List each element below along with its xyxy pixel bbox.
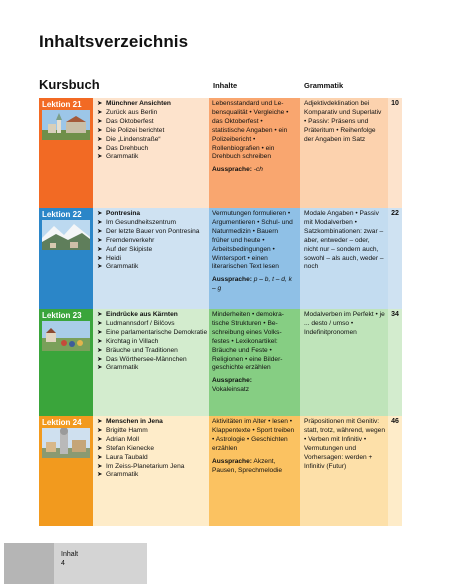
- topic-text: Adrian Moll: [106, 435, 139, 443]
- aussprache: [212, 276, 297, 294]
- lesson-photo-kaernten: [42, 321, 90, 351]
- arrow-icon: ➤: [97, 471, 103, 479]
- topic-text: Auf der Skipiste: [106, 245, 153, 253]
- lesson-topics: [93, 208, 209, 309]
- lesson-row[interactable]: [39, 208, 402, 309]
- topic-item[interactable]: [97, 329, 206, 338]
- topic-text: Grammatik: [106, 153, 139, 161]
- topic-text: Laura Taubald: [106, 453, 148, 461]
- lesson-image-cell: [39, 98, 93, 208]
- lesson-grammatik: [300, 98, 388, 208]
- topic-item[interactable]: [97, 320, 206, 329]
- topic-item[interactable]: [97, 127, 206, 136]
- topic-text: Grammatik: [106, 263, 139, 271]
- topic-item[interactable]: [97, 118, 206, 127]
- arrow-icon: ➤: [97, 236, 103, 244]
- topic-list: [97, 418, 206, 480]
- topic-item[interactable]: [97, 454, 206, 463]
- topic-item[interactable]: [97, 219, 206, 228]
- grammatik-text: Modalverben im Perfekt • je ... desto / umso • Indefinitpronomen: [304, 311, 385, 336]
- topic-item[interactable]: [97, 136, 206, 145]
- page-title: Inhaltsverzeichnis: [39, 32, 189, 51]
- lesson-page-number[interactable]: 22: [388, 208, 402, 309]
- topic-text: Das Oktoberfest: [106, 117, 154, 125]
- topic-list: [97, 311, 206, 373]
- lesson-image-cell: [39, 208, 93, 309]
- topic-text: Eindrücke aus Kärnten: [106, 311, 178, 318]
- arrow-icon: ➤: [97, 364, 103, 372]
- topic-text: Kirchtag in Villach: [106, 337, 159, 345]
- topic-item[interactable]: [97, 145, 206, 154]
- topic-lead[interactable]: [97, 100, 206, 109]
- topic-list: [97, 210, 206, 272]
- lesson-inhalte: [209, 208, 300, 309]
- topic-text: Der letzte Bauer von Pontresina: [106, 227, 200, 235]
- arrow-icon: ➤: [97, 144, 103, 152]
- inhalte-text: Lebensstandard und Lebensqualität • Vergleiche • das Oktoberfest • statistische Angaben • ein Polizeibericht • Rollenbiografien • ein Drehbuch schreiben: [212, 100, 289, 161]
- topic-text: Stefan Kienecke: [106, 444, 155, 452]
- aussprache: [212, 166, 297, 175]
- lesson-inhalte: [209, 309, 300, 416]
- lesson-label: Lektion 22: [42, 210, 82, 219]
- column-header-inhalte: Inhalte: [213, 81, 238, 90]
- topic-lead[interactable]: [97, 418, 206, 427]
- arrow-icon: ➤: [97, 153, 103, 161]
- footer-page-number: 4: [61, 560, 65, 567]
- inhalte-text: Vermutungen formulieren • Argumentieren • Schul- und Naturmedizin • Bauern früher und heute • Arbeitsbedingungen • Wintersport • einen literarischen Text lesen: [212, 210, 293, 271]
- aussprache-label: Aussprache:: [212, 377, 252, 385]
- footer-tab: [4, 543, 54, 584]
- aussprache-value: -ch: [253, 166, 263, 174]
- arrow-icon: ➤: [97, 135, 103, 143]
- lesson-grammatik: [300, 416, 388, 526]
- topic-text: Zurück aus Berlin: [106, 108, 158, 116]
- arrow-icon: ➤: [97, 418, 103, 425]
- topic-text: Grammatik: [106, 364, 139, 372]
- topic-text: Ludmannsdorf / Bilčovs: [106, 319, 175, 327]
- topic-text: Münchner Ansichten: [106, 100, 171, 107]
- aussprache-value: Vokaleinsatz: [212, 386, 250, 394]
- lesson-label: Lektion 24: [42, 418, 82, 427]
- topic-item[interactable]: [97, 445, 206, 454]
- topic-item[interactable]: [97, 237, 206, 246]
- grammatik-text: Adjektivdeklination bei Komparativ und Superlativ • Passiv: Präsens und Präteritum • Reihenfolge der Angaben im Satz: [304, 100, 382, 143]
- topic-item[interactable]: [97, 246, 206, 255]
- grammatik-text: Präpositionen mit Genitiv: statt, trotz, während, wegen • Verben mit Infinitiv • Vermutungen und Vorhersagen: werden + Infinitiv (Futur): [304, 418, 385, 470]
- arrow-icon: ➤: [97, 355, 103, 363]
- topic-text: Fremdenverkehr: [106, 236, 155, 244]
- aussprache-label: Aussprache:: [212, 457, 252, 465]
- arrow-icon: ➤: [97, 100, 103, 107]
- arrow-icon: ➤: [97, 319, 103, 327]
- topic-item[interactable]: [97, 153, 206, 162]
- lesson-topics: [93, 98, 209, 208]
- column-header-grammatik: Grammatik: [304, 81, 344, 90]
- arrow-icon: ➤: [97, 346, 103, 354]
- aussprache-value: Akzent, Pausen, Sprechmelodie: [212, 457, 283, 474]
- lesson-image-cell: [39, 416, 93, 526]
- footer-label: [61, 550, 78, 568]
- lesson-row[interactable]: [39, 309, 402, 416]
- arrow-icon: ➤: [97, 218, 103, 226]
- lesson-page-number[interactable]: 46: [388, 416, 402, 526]
- arrow-icon: ➤: [97, 435, 103, 443]
- lesson-photo-pontresina: [42, 220, 90, 250]
- arrow-icon: ➤: [97, 444, 103, 452]
- topic-item[interactable]: [97, 109, 206, 118]
- topic-lead[interactable]: [97, 210, 206, 219]
- lesson-inhalte: [209, 98, 300, 208]
- topic-text: Menschen in Jena: [106, 418, 163, 425]
- lesson-inhalte: [209, 416, 300, 526]
- arrow-icon: ➤: [97, 254, 103, 262]
- lesson-grammatik: [300, 309, 388, 416]
- arrow-icon: ➤: [97, 263, 103, 271]
- topic-text: Die Polizei berichtet: [106, 126, 165, 134]
- arrow-icon: ➤: [97, 126, 103, 134]
- arrow-icon: ➤: [97, 453, 103, 461]
- arrow-icon: ➤: [97, 426, 103, 434]
- lesson-photo-jena: [42, 428, 90, 458]
- topic-item[interactable]: [97, 471, 206, 480]
- lesson-topics: [93, 309, 209, 416]
- arrow-icon: ➤: [97, 462, 103, 470]
- arrow-icon: ➤: [97, 311, 103, 318]
- lesson-page-number[interactable]: 34: [388, 309, 402, 416]
- topic-item[interactable]: [97, 255, 206, 264]
- topic-text: Brigitte Hamm: [106, 426, 148, 434]
- lesson-page-number[interactable]: 10: [388, 98, 402, 208]
- grammatik-text: Modale Angaben • Passiv mit Modalverben • Satzkombinationen: zwar – aber, entweder – oder, nicht nur – sondern auch, sowohl – als auch, weder – noch: [304, 210, 384, 271]
- arrow-icon: ➤: [97, 337, 103, 345]
- topic-item[interactable]: [97, 436, 206, 445]
- lesson-label: Lektion 21: [42, 100, 82, 109]
- topic-text: Die „Lindenstraße“: [106, 135, 161, 143]
- topic-text: Das Wörthersee-Männchen: [106, 355, 187, 363]
- topic-text: Im Gesundheitszentrum: [106, 218, 176, 226]
- lesson-grammatik: [300, 208, 388, 309]
- footer-section: Inhalt: [61, 551, 79, 558]
- topic-text: Eine parlamentarische Demokratie: [106, 328, 208, 336]
- lesson-image-cell: [39, 309, 93, 416]
- topic-text: Pontresina: [106, 210, 141, 217]
- topic-item[interactable]: [97, 263, 206, 272]
- arrow-icon: ➤: [97, 227, 103, 235]
- lesson-row[interactable]: [39, 416, 402, 526]
- lesson-row[interactable]: [39, 98, 402, 208]
- topic-text: Bräuche und Traditionen: [106, 346, 178, 354]
- topic-text: Das Drehbuch: [106, 144, 149, 152]
- topic-item[interactable]: [97, 338, 206, 347]
- topic-item[interactable]: [97, 356, 206, 365]
- topic-list: [97, 100, 206, 162]
- arrow-icon: ➤: [97, 245, 103, 253]
- topic-item[interactable]: [97, 364, 206, 373]
- aussprache-value: p – b, t – d, k – g: [212, 276, 292, 293]
- topic-item[interactable]: [97, 427, 206, 436]
- aussprache-label: Aussprache:: [212, 276, 252, 284]
- topic-lead[interactable]: [97, 311, 206, 320]
- aussprache-label: Aussprache:: [212, 166, 252, 174]
- arrow-icon: ➤: [97, 117, 103, 125]
- topic-item[interactable]: [97, 228, 206, 237]
- arrow-icon: ➤: [97, 328, 103, 336]
- topic-text: Heidi: [106, 254, 122, 262]
- topic-item[interactable]: [97, 463, 206, 472]
- topic-text: Im Zeiss-Planetarium Jena: [106, 462, 185, 470]
- section-title: Kursbuch: [39, 77, 100, 92]
- aussprache: [212, 458, 297, 476]
- topic-text: Grammatik: [106, 471, 139, 479]
- inhalte-text: Aktivitäten im Alter • lesen • Klappentexte • Sport treiben • Astrologie • Geschichten erzählen: [212, 418, 295, 452]
- lesson-photo-munich: [42, 110, 90, 140]
- arrow-icon: ➤: [97, 210, 103, 217]
- topic-item[interactable]: [97, 347, 206, 356]
- inhalte-text: Minderheiten • demokratische Strukturen • Beschreibung eines Volksfestes • Lexikonartikel: Bräuche und Feste • Religionen • eine Bildergeschichte erzählen: [212, 311, 284, 372]
- lesson-topics: [93, 416, 209, 526]
- arrow-icon: ➤: [97, 108, 103, 116]
- lesson-label: Lektion 23: [42, 311, 82, 320]
- aussprache: [212, 377, 297, 395]
